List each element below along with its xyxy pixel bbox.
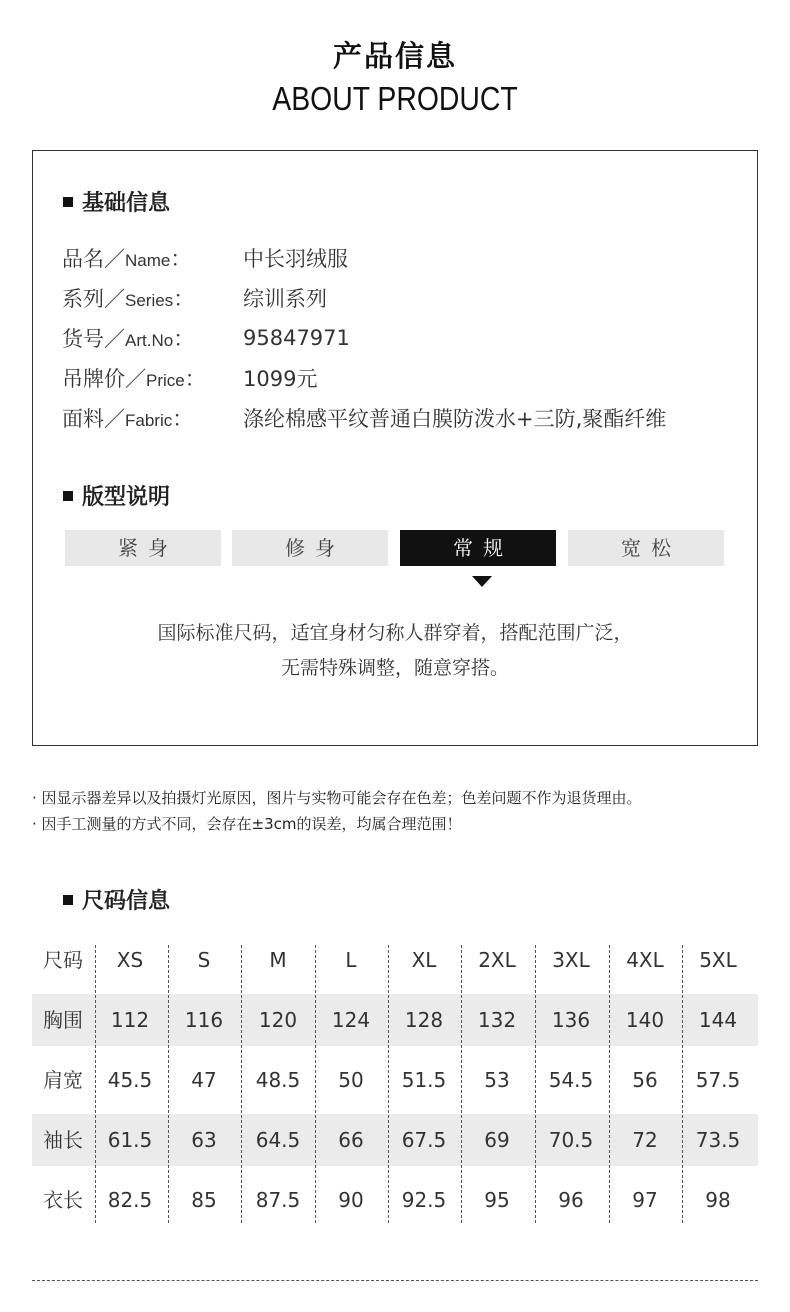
size-value: 97 bbox=[632, 1188, 658, 1212]
size-value: 144 bbox=[698, 1008, 738, 1032]
size-col-l: L bbox=[345, 948, 357, 972]
column-divider bbox=[95, 945, 96, 1223]
size-value: 82.5 bbox=[107, 1188, 153, 1212]
size-value: 69 bbox=[484, 1128, 510, 1152]
info-value: 95847971 bbox=[243, 326, 350, 350]
info-label: 面料／Fabric： bbox=[62, 407, 194, 431]
info-label: 货号／Art.No： bbox=[62, 327, 195, 351]
info-row-art-no bbox=[62, 323, 350, 353]
row-label: 胸围 bbox=[43, 1008, 83, 1032]
heading-square-icon bbox=[63, 491, 73, 501]
size-value: 45.5 bbox=[107, 1068, 153, 1092]
size-value: 51.5 bbox=[401, 1068, 447, 1092]
basic-info-heading-text: 基础信息 bbox=[82, 191, 171, 216]
size-value: 64.5 bbox=[255, 1128, 301, 1152]
size-col-3xl: 3XL bbox=[552, 948, 590, 972]
size-value: 67.5 bbox=[401, 1128, 447, 1152]
info-value: 1099元 bbox=[243, 367, 318, 391]
size-value: 57.5 bbox=[695, 1068, 741, 1092]
bottom-divider bbox=[32, 1280, 758, 1281]
size-header-row bbox=[32, 934, 758, 986]
heading-square-icon bbox=[63, 197, 73, 207]
info-label: 品名／Name： bbox=[62, 247, 192, 271]
info-row-price bbox=[62, 363, 317, 393]
page-title-cn: 产品信息 bbox=[332, 39, 457, 73]
column-divider bbox=[168, 945, 169, 1223]
fit-tab-regular[interactable]: 常规 bbox=[400, 530, 556, 566]
row-label: 衣长 bbox=[43, 1188, 83, 1212]
column-divider bbox=[682, 945, 683, 1223]
size-value: 70.5 bbox=[548, 1128, 594, 1152]
info-value: 综训系列 bbox=[243, 287, 327, 311]
size-value: 87.5 bbox=[255, 1188, 301, 1212]
row-label: 袖长 bbox=[43, 1128, 83, 1152]
size-value: 124 bbox=[331, 1008, 371, 1032]
size-value: 98 bbox=[705, 1188, 731, 1212]
fit-tab-slim[interactable]: 修身 bbox=[232, 530, 388, 566]
column-divider bbox=[315, 945, 316, 1223]
size-col-2xl: 2XL bbox=[478, 948, 516, 972]
column-divider bbox=[461, 945, 462, 1223]
info-row-fabric bbox=[62, 403, 666, 433]
info-label: 系列／Series： bbox=[62, 287, 195, 311]
size-value: 56 bbox=[632, 1068, 658, 1092]
info-row-name bbox=[62, 243, 348, 273]
size-value: 48.5 bbox=[255, 1068, 301, 1092]
size-value: 61.5 bbox=[107, 1128, 153, 1152]
column-divider bbox=[388, 945, 389, 1223]
fit-description-line2: 无需特殊调整，随意穿搭。 bbox=[280, 657, 509, 679]
column-divider bbox=[609, 945, 610, 1223]
basic-info-heading bbox=[63, 186, 170, 217]
size-value: 132 bbox=[477, 1008, 517, 1032]
size-value: 136 bbox=[551, 1008, 591, 1032]
size-value: 53 bbox=[484, 1068, 510, 1092]
size-row-length bbox=[32, 1174, 758, 1226]
size-value: 90 bbox=[338, 1188, 364, 1212]
size-value: 66 bbox=[338, 1128, 364, 1152]
size-col-xl: XL bbox=[411, 948, 437, 972]
size-value: 50 bbox=[338, 1068, 364, 1092]
size-row-chest bbox=[32, 994, 758, 1046]
info-value: 涤纶棉感平纹普通白膜防泼水+三防,聚酯纤维 bbox=[243, 407, 667, 431]
size-value: 72 bbox=[632, 1128, 658, 1152]
page-title-en: ABOUT PRODUCT bbox=[272, 80, 518, 117]
column-divider bbox=[535, 945, 536, 1223]
size-heading-text: 尺码信息 bbox=[82, 889, 171, 914]
size-value: 112 bbox=[110, 1008, 150, 1032]
fit-description-line1: 国际标准尺码，适宜身材匀称人群穿着，搭配范围广泛， bbox=[157, 622, 633, 644]
fit-heading bbox=[63, 480, 170, 511]
info-row-series bbox=[62, 283, 327, 313]
size-col-m: M bbox=[269, 948, 287, 972]
size-value: 116 bbox=[184, 1008, 224, 1032]
size-value: 140 bbox=[625, 1008, 665, 1032]
row-label: 肩宽 bbox=[43, 1068, 83, 1092]
size-value: 95 bbox=[484, 1188, 510, 1212]
note-measurement-error: · 因手工测量的方式不同，会存在±3cm的误差，均属合理范围！ bbox=[32, 815, 462, 833]
size-col-4xl: 4XL bbox=[626, 948, 664, 972]
size-row-sleeve bbox=[32, 1114, 758, 1166]
size-col-xs: XS bbox=[116, 948, 144, 972]
size-col-s: S bbox=[197, 948, 211, 972]
fit-tab-tight[interactable]: 紧身 bbox=[65, 530, 221, 566]
size-value: 47 bbox=[191, 1068, 217, 1092]
size-value: 128 bbox=[404, 1008, 444, 1032]
heading-square-icon bbox=[63, 895, 73, 905]
row-header-cell: 尺码 bbox=[43, 948, 83, 972]
size-row-shoulder bbox=[32, 1054, 758, 1106]
size-value: 92.5 bbox=[401, 1188, 447, 1212]
size-value: 120 bbox=[258, 1008, 298, 1032]
note-color-difference: · 因显示器差异以及拍摄灯光原因，图片与实物可能会存在色差；色差问题不作为退货理由。 bbox=[32, 789, 642, 807]
size-value: 63 bbox=[191, 1128, 217, 1152]
size-value: 85 bbox=[191, 1188, 217, 1212]
fit-tab-loose[interactable]: 宽松 bbox=[568, 530, 724, 566]
size-heading bbox=[63, 884, 170, 915]
size-value: 73.5 bbox=[695, 1128, 741, 1152]
fit-heading-text: 版型说明 bbox=[82, 485, 171, 510]
info-label: 吊牌价／Price： bbox=[62, 367, 206, 391]
size-col-5xl: 5XL bbox=[699, 948, 737, 972]
size-value: 96 bbox=[558, 1188, 584, 1212]
size-value: 54.5 bbox=[548, 1068, 594, 1092]
column-divider bbox=[241, 945, 242, 1223]
info-value: 中长羽绒服 bbox=[243, 247, 348, 271]
selected-indicator-icon bbox=[472, 576, 492, 587]
